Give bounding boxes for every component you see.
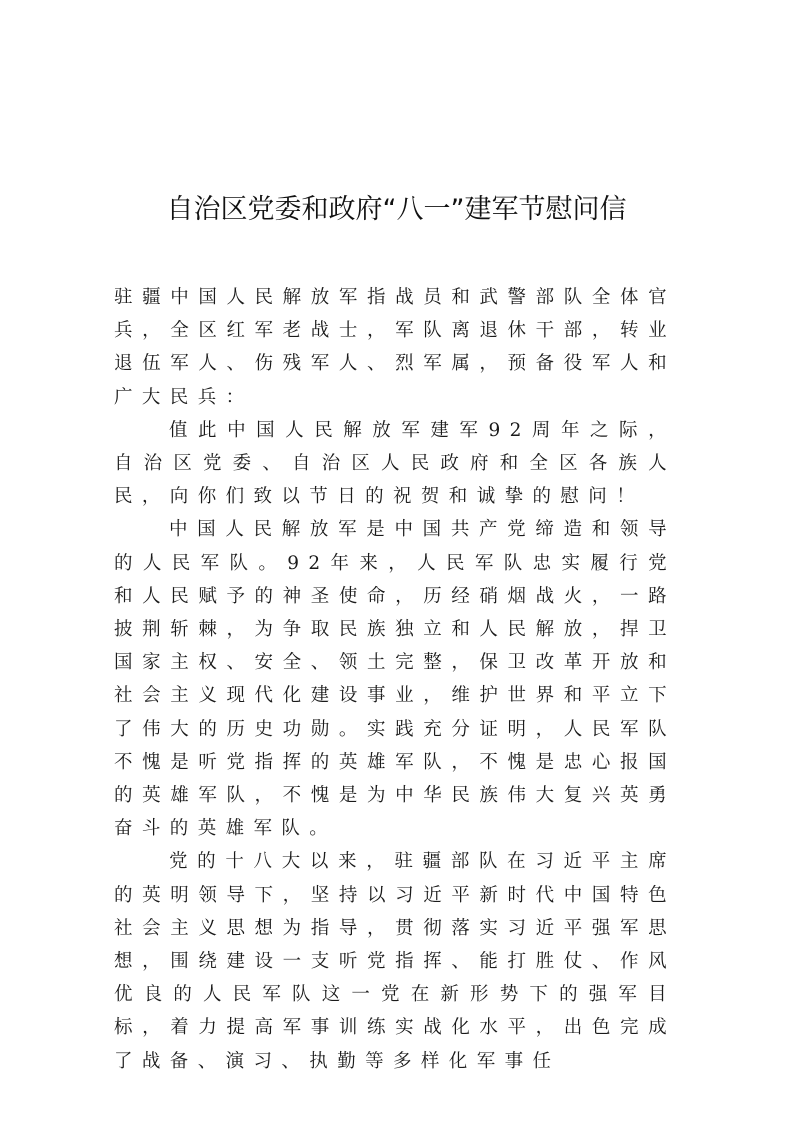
salutation: 驻疆中国人民解放军指战员和武警部队全体官兵，全区红军老战士，军队离退休干部，转业退伍军人、伤残军人、烈军属，预备役军人和广大民兵： <box>114 287 676 408</box>
paragraph-greeting: 值此中国人民解放军建军92周年之际，自治区党委、自治区人民政府和全区各族人民，向你们致以节日的祝贺和诚挚的慰问！ <box>114 419 676 508</box>
document-title: 自治区党委和政府“八一”建军节慰问信 <box>166 194 627 225</box>
paragraph-history: 中国人民解放军是中国共产党缔造和领导的人民军队。92年来，人民军队忠实履行党和人民赋予的神圣使命，历经硝烟战火，一路披荆斩棘，为争取民族独立和人民解放，捍卫国家主权、安全、领土完整，保卫改革开放和社会主义现代化建设事业，维护世界和平立下了伟大的历史功勋。实践充分证明，人民军队不愧是听党指挥的英雄军队，不愧是忠心报国的英雄军队，不愧是为中华民族伟大复兴英勇奋斗的英雄军队。 <box>114 519 676 840</box>
paragraph-achievements: 党的十八大以来，驻疆部队在习近平主席的英明领导下，坚持以习近平新时代中国特色社会主义思想为指导，贯彻落实习近平强军思想，围绕建设一支听党指挥、能打胜仗、作风优良的人民军队这一党在新形势下的强军目标，着力提高军事训练实战化水平，出色完成了战备、演习、执勤等多样化军事任 <box>114 851 676 1072</box>
document-body <box>114 281 676 1078</box>
